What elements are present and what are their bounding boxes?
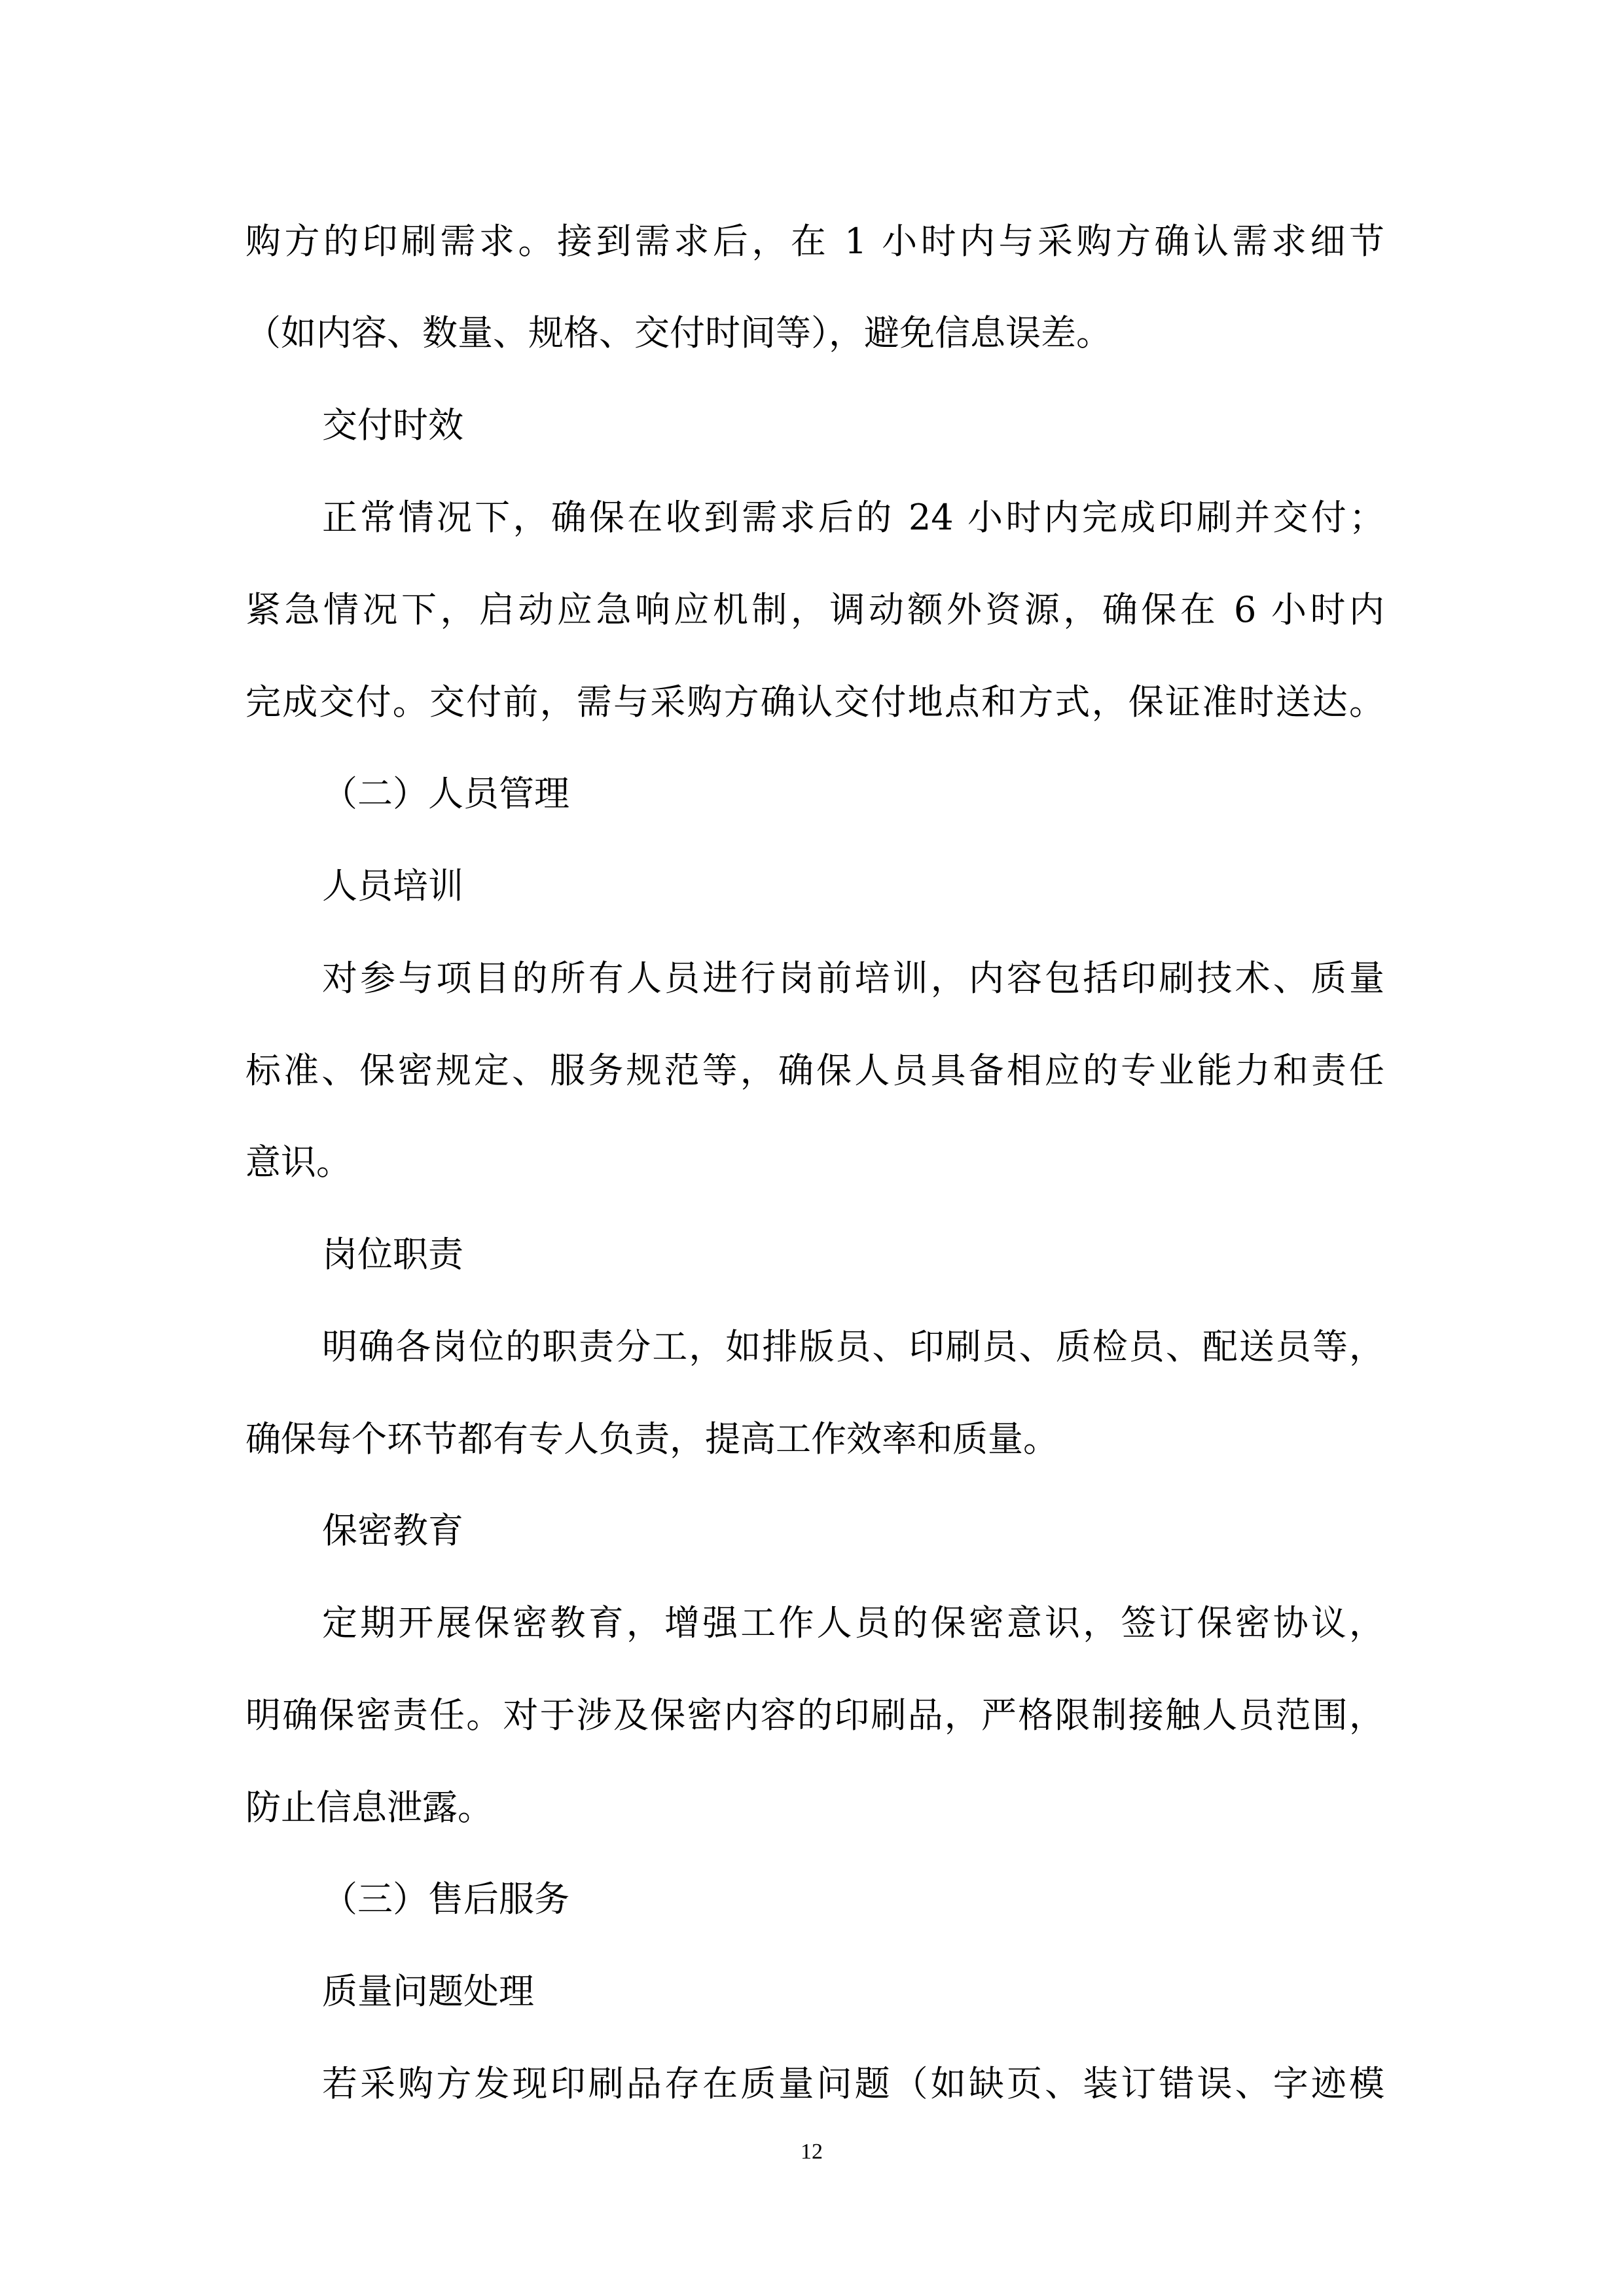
- section-heading: （二）人员管理: [322, 773, 569, 814]
- paragraph-line: 对参与项目的所有人员进行岗前培训，内容包括印刷技术、质量: [322, 958, 1384, 999]
- paragraph-line: 明确保密责任。对于涉及保密内容的印刷品，严格限制接触人员范围，: [245, 1695, 1384, 1736]
- paragraph-line: 紧急情况下，启动应急响应机制，调动额外资源，确保在 6 小时内: [245, 589, 1384, 630]
- paragraph-line: 意识。: [245, 1141, 352, 1183]
- paragraph-line: 完成交付。交付前，需与采购方确认交付地点和方式，保证准时送达。: [245, 681, 1384, 723]
- paragraph-line: 确保每个环节都有专人负责，提高工作效率和质量。: [245, 1418, 1058, 1460]
- subheading: 质量问题处理: [322, 1971, 534, 2012]
- paragraph-line: 正常情况下，确保在收到需求后的 24 小时内完成印刷并交付；: [322, 497, 1384, 538]
- paragraph-line: （如内容、数量、规格、交付时间等），避免信息误差。: [245, 312, 1111, 353]
- paragraph-line: 标准、保密规定、服务规范等，确保人员具备相应的专业能力和责任: [245, 1050, 1384, 1091]
- subheading: 岗位职责: [322, 1234, 463, 1275]
- subheading: 人员培训: [322, 865, 463, 906]
- paragraph-line: 定期开展保密教育，增强工作人员的保密意识，签订保密协议，: [322, 1602, 1384, 1643]
- subheading: 保密教育: [322, 1510, 463, 1551]
- subheading: 交付时效: [322, 404, 463, 446]
- paragraph-line: 若采购方发现印刷品存在质量问题（如缺页、装订错误、字迹模: [322, 2063, 1384, 2104]
- paragraph-line: 防止信息泄露。: [245, 1787, 493, 1828]
- page-number: 12: [801, 2140, 823, 2164]
- section-heading: （三）售后服务: [322, 1878, 569, 1920]
- paragraph-line: 购方的印刷需求。接到需求后，在 1 小时内与采购方确认需求细节: [245, 221, 1384, 262]
- paragraph-line: 明确各岗位的职责分工，如排版员、印刷员、质检员、配送员等，: [322, 1326, 1384, 1367]
